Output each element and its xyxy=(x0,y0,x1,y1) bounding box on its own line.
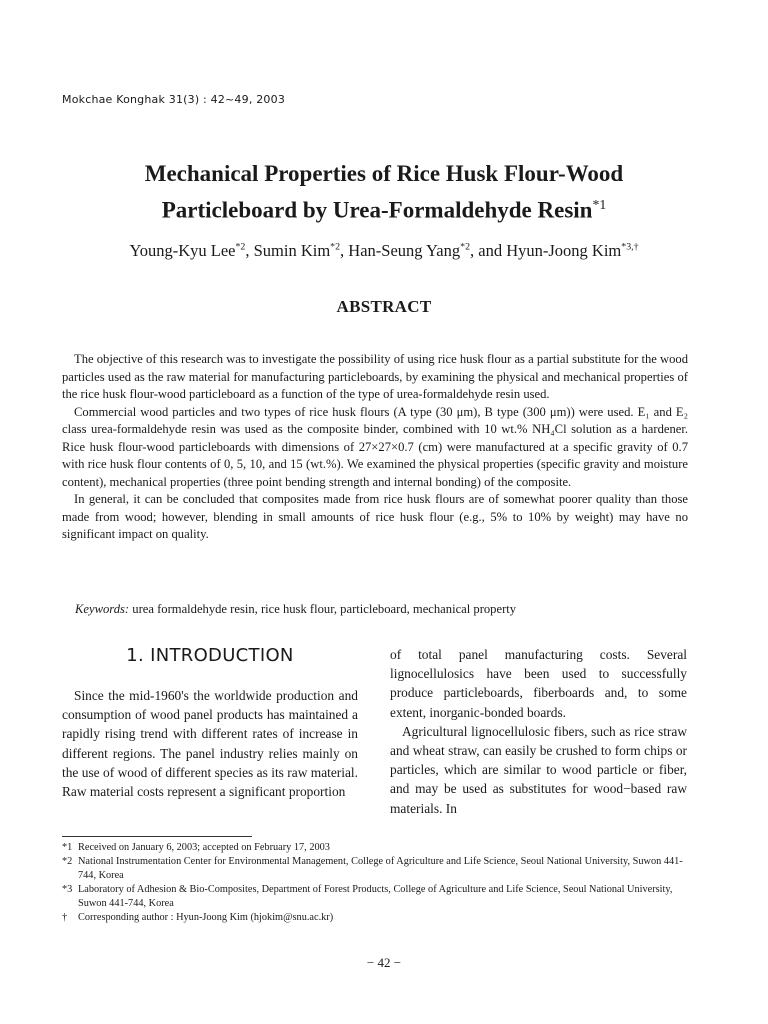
abstract-body xyxy=(62,351,688,544)
paper-title xyxy=(0,158,768,226)
author-separator: , xyxy=(245,241,254,260)
keywords-text: urea formaldehyde resin, rice husk flour, particleboard, mechanical property xyxy=(132,602,517,616)
title-line-2 xyxy=(0,189,768,226)
author-name: Young-Kyu Lee xyxy=(129,241,236,260)
footnote-text: Corresponding author : Hyun-Joong Kim (hjokim@snu.ac.kr) xyxy=(78,912,334,923)
footnote xyxy=(62,883,692,911)
author-affiliation-mark: *2 xyxy=(330,241,341,253)
footnote-mark: *3 xyxy=(62,884,73,895)
footnotes xyxy=(62,841,692,925)
author-separator: , and xyxy=(470,241,507,260)
abstract-paragraph: The objective of this research was to investigate the possibility of using rice husk flour as a partial substitute for the wood particles used as the raw material for manufacturing particleboards, by examining the physical and mechanical properties of the rice husk flour-wood particleboard as a function of the type of urea-formaldehyde resin used. xyxy=(62,352,688,401)
body-paragraph: Agricultural lignocellulosic fibers, such as rice straw and wheat straw, can easily be crushed to form chips or particles, which are similar to wood particle or fiber, and may be used as substitutes for wood−based raw materials. In xyxy=(390,723,687,816)
author-affiliation-mark: *2 xyxy=(235,241,246,253)
abstract-heading: ABSTRACT xyxy=(336,297,432,316)
author-affiliation-mark: *3,† xyxy=(621,241,639,253)
body-paragraph: Since the mid-1960's the worldwide production and consumption of wood panel products has maintained a rapidly rising trend with different rates of increase in different regions. The panel industry relies mainly on the use of wood of different species as its raw material. Raw material costs represent a significant proportion xyxy=(62,688,358,800)
footnote-mark: *2 xyxy=(62,856,73,867)
author-name: Hyun-Joong Kim xyxy=(506,241,622,260)
title-line-2-text: Particleboard by Urea-Formaldehyde Resin xyxy=(161,197,593,223)
title-footnote-mark: *1 xyxy=(592,197,607,212)
abstract-paragraph: Commercial wood particles and two types of rice husk flours (A type (30 μm), B type (300 μm)) were used. E₁ and E₂ class urea-formaldehyde resin was used as the composite binder, combined with 10 wt.% NH₄Cl solution as a hardener. Rice husk flour-wood particleboards with dimensions of 27×27×0.7 (cm) were manufactured at a specific gravity of 0.7 with rice husk flour contents of 0, 5, 10, and 15 (wt.%). We examined the physical properties (specific gravity and moisture content), mechanical properties (three point bending strength and internal bonding) of the composite. xyxy=(62,404,688,489)
footnote-text: National Instrumentation Center for Environmental Management, College of Agriculture and Life Science, Seoul National University, Suwon 441-744, Korea xyxy=(78,856,683,881)
title-line-1: Mechanical Properties of Rice Husk Flour-Wood xyxy=(144,161,624,186)
author-affiliation-mark: *2 xyxy=(460,241,471,253)
footnote xyxy=(62,911,692,925)
footnote xyxy=(62,855,692,883)
author-separator: , xyxy=(340,241,349,260)
body-column-right xyxy=(390,645,687,818)
footnote-text: Received on January 6, 2003; accepted on February 17, 2003 xyxy=(78,842,330,853)
footnote-divider xyxy=(62,836,252,837)
author-name: Sumin Kim xyxy=(253,241,331,260)
author-name: Han-Seung Yang xyxy=(348,241,461,260)
page-number: − 42 − xyxy=(366,955,402,970)
keywords-label: Keywords: xyxy=(75,602,130,616)
keywords-line xyxy=(75,602,695,617)
journal-reference: Mokchae Konghak 31(3) : 42~49, 2003 xyxy=(62,93,286,106)
footnote-text: Laboratory of Adhesion & Bio-Composites, Department of Forest Products, College of Agriculture and Life Science, Seoul National University, Suwon 441-744, Korea xyxy=(78,884,673,909)
body-paragraph: of total panel manufacturing costs. Several lignocellulosics have been used to successfully produce particleboards, fiberboards and, to some extent, inorganic-bonded boards. xyxy=(390,647,687,720)
footnote-mark: † xyxy=(62,912,68,923)
abstract-paragraph: In general, it can be concluded that composites made from rice husk flours are of somewhat poorer quality than those made from wood; however, blending in small amounts of rice husk flour (e.g., 5% to 10% by weight) may have no significant impact on quality. xyxy=(62,492,688,541)
footnote-mark: *1 xyxy=(62,842,73,853)
body-column-left xyxy=(62,645,358,801)
section-heading-introduction: 1. INTRODUCTION xyxy=(126,645,294,666)
author-list xyxy=(0,241,768,261)
footnote xyxy=(62,841,692,855)
